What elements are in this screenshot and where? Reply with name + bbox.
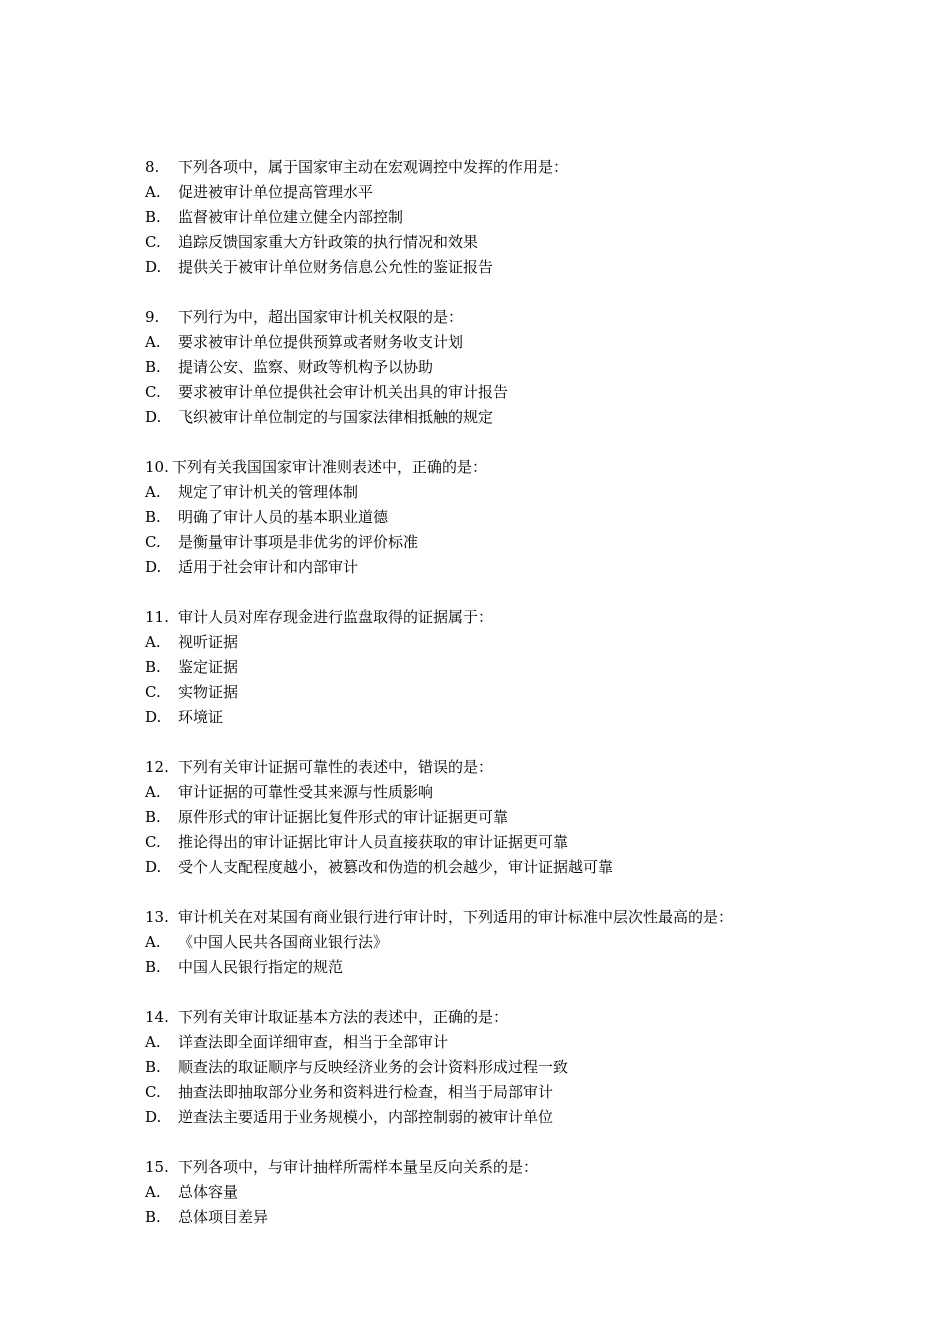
option-text: 总体容量 <box>178 1183 239 1201</box>
option-label: A. <box>145 1033 161 1051</box>
option-text: 是衡量审计事项是非优劣的评价标准 <box>178 533 419 551</box>
option-label: B. <box>145 1208 161 1226</box>
option-item <box>145 1055 845 1080</box>
question-text: 审计机关在对某国有商业银行进行审计时，下列适用的审计标准中层次性最高的是： <box>178 908 734 926</box>
option-item <box>145 1080 845 1105</box>
option-label: B. <box>145 508 161 526</box>
question-text: 下列各项中，与审计抽样所需样本量呈反向关系的是： <box>178 1158 539 1176</box>
option-text: 规定了审计机关的管理体制 <box>178 483 359 501</box>
question-stem <box>145 1155 845 1180</box>
question-number: 10. <box>145 458 169 476</box>
question-stem <box>145 155 845 180</box>
option-text: 促进被审计单位提高管理水平 <box>178 183 374 201</box>
option-text: 要求被审计单位提供社会审计机关出具的审计报告 <box>178 383 509 401</box>
option-item <box>145 230 845 255</box>
option-item <box>145 480 845 505</box>
option-label: D. <box>145 858 162 876</box>
option-label: C. <box>145 533 161 551</box>
option-label: D. <box>145 558 162 576</box>
option-item <box>145 1105 845 1130</box>
option-item <box>145 1180 845 1205</box>
option-text: 实物证据 <box>178 683 239 701</box>
question-0 <box>145 155 845 280</box>
option-item <box>145 630 845 655</box>
option-label: B. <box>145 658 161 676</box>
option-item <box>145 505 845 530</box>
option-text: 鉴定证据 <box>178 658 239 676</box>
option-text: 环境证 <box>178 708 224 726</box>
option-item <box>145 555 845 580</box>
option-text: 审计证据的可靠性受其来源与性质影响 <box>178 783 434 801</box>
option-text: 总体项目差异 <box>178 1208 269 1226</box>
question-4 <box>145 755 845 880</box>
option-item <box>145 205 845 230</box>
question-stem <box>145 755 845 780</box>
option-label: B. <box>145 1058 161 1076</box>
option-label: A. <box>145 1183 161 1201</box>
option-text: 中国人民银行指定的规范 <box>178 958 344 976</box>
option-text: 要求被审计单位提供预算或者财务收支计划 <box>178 333 464 351</box>
option-label: A. <box>145 933 161 951</box>
option-text: 适用于社会审计和内部审计 <box>178 558 359 576</box>
option-item <box>145 955 845 980</box>
option-label: A. <box>145 483 161 501</box>
option-label: B. <box>145 958 161 976</box>
question-text: 下列有关审计证据可靠性的表述中，错误的是： <box>178 758 494 776</box>
question-1 <box>145 305 845 430</box>
option-text: 逆查法主要适用于业务规模小，内部控制弱的被审计单位 <box>178 1108 554 1126</box>
question-text: 下列有关我国国家审计准则表述中，正确的是： <box>172 458 488 476</box>
option-item <box>145 655 845 680</box>
option-text: 飞织被审计单位制定的与国家法律相抵触的规定 <box>178 408 494 426</box>
option-label: D. <box>145 408 162 426</box>
question-2 <box>145 455 845 580</box>
question-stem <box>145 905 845 930</box>
question-stem <box>145 1005 845 1030</box>
question-number: 15. <box>145 1158 169 1176</box>
question-stem <box>145 305 845 330</box>
question-number: 14. <box>145 1008 169 1026</box>
question-number: 8. <box>145 158 160 176</box>
option-label: C. <box>145 233 161 251</box>
question-3 <box>145 605 845 730</box>
option-text: 明确了审计人员的基本职业道德 <box>178 508 389 526</box>
option-item <box>145 705 845 730</box>
option-text: 追踪反馈国家重大方针政策的执行情况和效果 <box>178 233 479 251</box>
option-item <box>145 255 845 280</box>
question-list <box>145 155 845 1255</box>
option-label: B. <box>145 208 161 226</box>
question-text: 下列有关审计取证基本方法的表述中，正确的是： <box>178 1008 509 1026</box>
option-item <box>145 405 845 430</box>
option-item <box>145 830 845 855</box>
option-label: A. <box>145 783 161 801</box>
option-label: C. <box>145 1083 161 1101</box>
option-label: D. <box>145 708 162 726</box>
option-label: D. <box>145 258 162 276</box>
option-text: 抽查法即抽取部分业务和资料进行检查，相当于局部审计 <box>178 1083 554 1101</box>
option-item <box>145 380 845 405</box>
option-item <box>145 855 845 880</box>
option-label: A. <box>145 183 161 201</box>
option-item <box>145 1205 845 1230</box>
question-text: 下列行为中，超出国家审计机关权限的是： <box>178 308 464 326</box>
option-label: B. <box>145 358 161 376</box>
option-label: A. <box>145 633 161 651</box>
option-label: C. <box>145 683 161 701</box>
question-text: 下列各项中，属于国家审主动在宏观调控中发挥的作用是： <box>178 158 569 176</box>
option-text: 提请公安、监察、财政等机构予以协助 <box>178 358 434 376</box>
option-item <box>145 1030 845 1055</box>
option-label: C. <box>145 833 161 851</box>
option-text: 视听证据 <box>178 633 239 651</box>
question-7 <box>145 1155 845 1230</box>
option-item <box>145 355 845 380</box>
option-text: 推论得出的审计证据比审计人员直接获取的审计证据更可靠 <box>178 833 569 851</box>
option-item <box>145 805 845 830</box>
question-number: 13. <box>145 908 169 926</box>
option-text: 原件形式的审计证据比复件形式的审计证据更可靠 <box>178 808 509 826</box>
question-text: 审计人员对库存现金进行监盘取得的证据属于： <box>178 608 494 626</box>
option-item <box>145 180 845 205</box>
option-item <box>145 530 845 555</box>
option-text: 详查法即全面详细审查，相当于全部审计 <box>178 1033 449 1051</box>
option-text: 提供关于被审计单位财务信息公允性的鉴证报告 <box>178 258 494 276</box>
option-text: 受个人支配程度越小，被篡改和伪造的机会越少，审计证据越可靠 <box>178 858 614 876</box>
option-label: A. <box>145 333 161 351</box>
option-label: B. <box>145 808 161 826</box>
option-label: C. <box>145 383 161 401</box>
question-number: 11. <box>145 608 169 626</box>
question-5 <box>145 905 845 980</box>
question-stem <box>145 605 845 630</box>
option-text: 《中国人民共各国商业银行法》 <box>178 933 389 951</box>
option-item <box>145 330 845 355</box>
question-number: 12. <box>145 758 169 776</box>
option-label: D. <box>145 1108 162 1126</box>
option-text: 顺查法的取证顺序与反映经济业务的会计资料形成过程一致 <box>178 1058 569 1076</box>
question-stem <box>145 455 845 480</box>
question-6 <box>145 1005 845 1130</box>
option-item <box>145 680 845 705</box>
option-item <box>145 780 845 805</box>
option-item <box>145 930 845 955</box>
question-number: 9. <box>145 308 160 326</box>
option-text: 监督被审计单位建立健全内部控制 <box>178 208 404 226</box>
